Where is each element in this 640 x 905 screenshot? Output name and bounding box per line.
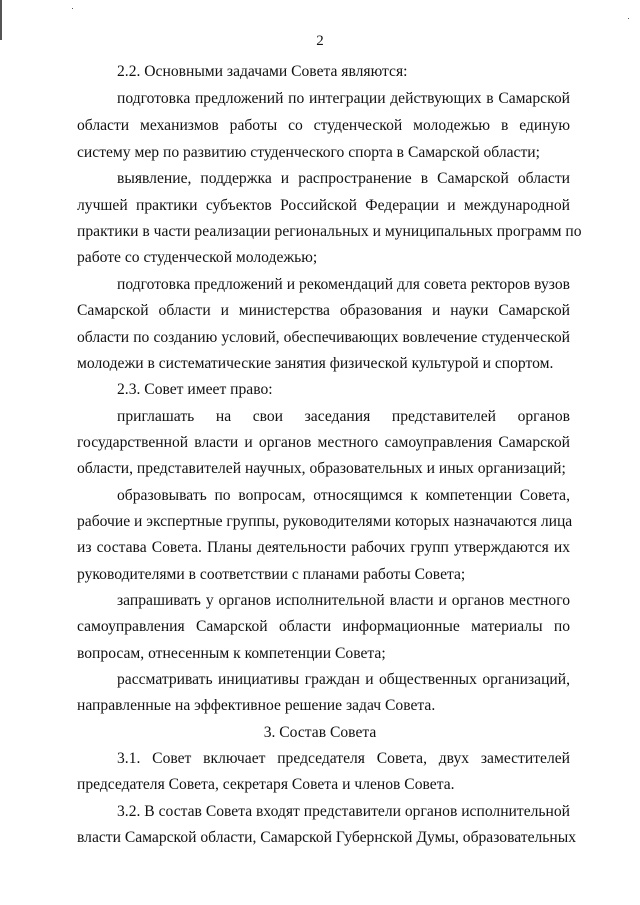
paragraph-line: лучшей практики субъектов Российской Федерации и международной — [77, 197, 570, 214]
paragraph-line: руководителями в соответствии с планами работы Совета; — [77, 566, 466, 583]
paragraph-line: области по созданию условий, обеспечивающих вовлечение студенческой — [77, 329, 570, 346]
paragraph-line: подготовка предложений и рекомендаций для совета ректоров вузов — [117, 276, 570, 293]
scan-mark-right — [628, 18, 629, 19]
page-number: 2 — [316, 33, 324, 49]
paragraph-line: Самарской области и министерства образования и науки Самарской — [77, 302, 570, 319]
paragraph-line: государственной власти и органов местного самоуправления Самарской — [77, 434, 570, 451]
paragraph-line: председателя Совета, секретаря Совета и членов Совета. — [77, 776, 455, 793]
paragraph-line: рассматривать инициативы граждан и общественных организаций, — [117, 671, 570, 688]
paragraph-line: выявление, поддержка и распространение в Самарской области — [117, 170, 570, 187]
paragraph-line: 2.2. Основными задачами Совета являются: — [117, 63, 408, 80]
paragraph-line: систему мер по развитию студенческого спорта в Самарской области; — [77, 144, 540, 161]
paragraph-line: работе со студенческой молодежью; — [77, 249, 318, 266]
scan-mark-top — [72, 8, 73, 9]
paragraph-line: приглашать на свои заседания представителей органов — [117, 408, 570, 425]
paragraph-line: запрашивать у органов исполнительной власти и органов местного — [117, 592, 570, 609]
paragraph-line: 2.3. Совет имеет право: — [117, 381, 273, 398]
paragraph-line: 3.2. В состав Совета входят представители органов исполнительной — [117, 803, 570, 820]
paragraph-line: из состава Совета. Планы деятельности рабочих групп утверждаются их — [77, 539, 570, 556]
paragraph-line: образовывать по вопросам, относящимся к компетенции Совета, — [117, 487, 570, 504]
paragraph-line: области, представителей научных, образовательных и иных организаций; — [77, 460, 566, 477]
paragraph-line: области механизмов работы со студенческой молодежью в единую — [77, 117, 570, 134]
paragraph-line: самоуправления Самарской области информационные материалы по — [77, 618, 570, 635]
section-heading: 3. Состав Совета — [263, 724, 377, 741]
paragraph-line: власти Самарской области, Самарской Губернской Думы, образовательных — [77, 829, 577, 846]
paragraph-line: 3.1. Совет включает председателя Совета, двух заместителей — [117, 750, 570, 767]
paragraph-line: молодежи в систематические занятия физической культурой и спортом. — [77, 355, 554, 372]
paragraph-line: подготовка предложений по интеграции действующих в Самарской — [117, 90, 570, 107]
paragraph-line: вопросам, отнесенным к компетенции Совета; — [77, 645, 386, 662]
paragraph-line: рабочие и экспертные группы, руководителями которых назначаются лица — [77, 513, 573, 530]
paragraph-line: практики в части реализации региональных и муниципальных программ по — [77, 223, 582, 240]
paragraph-line: направленные на эффективное решение задач Совета. — [77, 697, 436, 714]
